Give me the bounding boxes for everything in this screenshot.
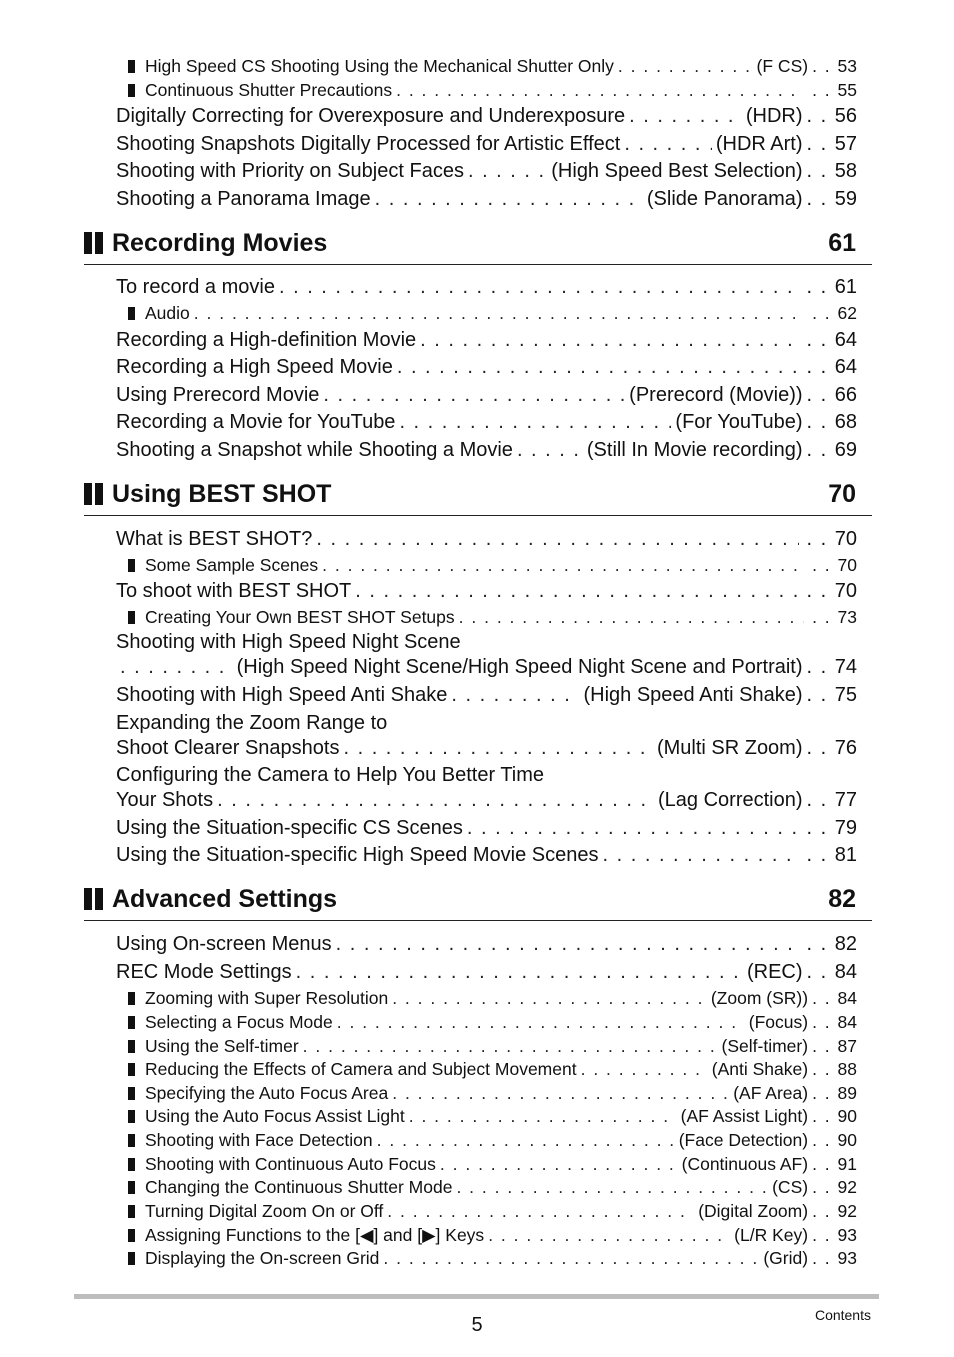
toc-subentry[interactable] (128, 1082, 857, 1104)
section-marker-icon (84, 888, 104, 910)
entry-tag: (High Speed Night Scene/High Speed Night Scene and Portrait) (236, 656, 803, 678)
toc-subentry[interactable] (128, 1011, 857, 1033)
entry-page-number: . . 81 (807, 843, 857, 867)
entry-page-number: . . 70 (807, 527, 857, 551)
entry-page-number: . . 61 (807, 275, 857, 299)
toc-entry[interactable] (116, 438, 857, 462)
toc-subentry[interactable] (128, 79, 857, 101)
entry-tag: (HDR Art) (715, 133, 803, 155)
entry-tag: (High Speed Anti Shake) (583, 684, 803, 706)
entry-tag: (Lag Correction) (658, 789, 803, 811)
section-rule (84, 264, 872, 265)
dot-leader (303, 1035, 718, 1057)
entry-tag: (For YouTube) (675, 411, 803, 433)
section-page-number: 70 (828, 480, 856, 508)
toc-subentry[interactable] (128, 987, 857, 1009)
entry-title: Audio (145, 303, 190, 323)
entry-page-number: . . 70 (807, 579, 857, 603)
toc-subentry[interactable] (128, 1035, 857, 1057)
dot-leader (602, 843, 798, 867)
dot-leader (517, 438, 583, 462)
bullet-icon (128, 1252, 135, 1265)
dot-leader (488, 1224, 730, 1246)
dot-leader (397, 355, 799, 379)
entry-tag: (Slide Panorama) (646, 188, 803, 210)
entry-page-number: . . 75 (807, 683, 857, 707)
dot-leader (629, 104, 742, 128)
entry-page-number: . . 90 (812, 1129, 857, 1151)
entry-page-number: . . 84 (812, 987, 857, 1009)
entry-title: Using On-screen Menus (116, 933, 332, 955)
entry-title: Displaying the On-screen Grid (145, 1248, 380, 1268)
toc-entry[interactable] (116, 383, 857, 407)
entry-page-number: . . 69 (807, 438, 857, 462)
entry-title: Recording a High-definition Movie (116, 329, 417, 351)
toc-subentry[interactable] (128, 55, 857, 77)
entry-tag: (Zoom (SR)) (710, 988, 809, 1008)
entry-page-number: . . 90 (812, 1105, 857, 1127)
toc-subentry[interactable] (128, 1176, 857, 1198)
section-title: Advanced Settings (112, 885, 338, 913)
entry-tag: (CS) (772, 1177, 809, 1197)
entry-page-number: . . 77 (807, 788, 857, 812)
toc-entry[interactable] (116, 355, 857, 379)
entry-tag: (AF Assist Light) (680, 1106, 809, 1126)
dot-leader (375, 187, 643, 211)
entry-title: Reducing the Effects of Camera and Subject Movement (145, 1059, 577, 1079)
section-marker-icon (84, 232, 104, 254)
section-heading[interactable] (84, 882, 856, 916)
toc-subentry[interactable] (128, 1058, 857, 1080)
entry-title: Changing the Continuous Shutter Mode (145, 1177, 453, 1197)
bullet-icon (128, 1205, 135, 1218)
page-number: 5 (471, 1314, 483, 1336)
toc-subentry[interactable] (128, 1247, 857, 1269)
entry-tag: (Continuous AF) (681, 1154, 809, 1174)
bullet-icon (128, 1016, 135, 1029)
bullet-icon (128, 1063, 135, 1076)
dot-leader (120, 655, 233, 679)
toc-subentry[interactable] (128, 1105, 857, 1127)
toc-entry[interactable] (116, 736, 857, 760)
entry-title-line[interactable]: Shooting with High Speed Night Scene (116, 631, 461, 653)
dot-leader (581, 1058, 708, 1080)
entry-title: Zooming with Super Resolution (145, 988, 389, 1008)
dot-leader (336, 932, 799, 956)
entry-title: Specifying the Auto Focus Area (145, 1083, 389, 1103)
dot-leader (383, 1247, 759, 1269)
entry-title: Digitally Correcting for Overexposure and Underexposure (116, 105, 626, 127)
dot-leader (392, 1082, 729, 1104)
footer-rule (74, 1294, 879, 1299)
toc-entry[interactable] (116, 579, 857, 603)
entry-title: To shoot with BEST SHOT (116, 580, 352, 602)
entry-page-number: . . 70 (812, 554, 857, 576)
toc-entry[interactable] (116, 788, 857, 812)
entry-title: Continuous Shutter Precautions (145, 80, 393, 100)
entry-title: Shoot Clearer Snapshots (116, 737, 340, 759)
entry-page-number: . . 53 (812, 55, 857, 77)
dot-leader (316, 527, 798, 551)
dot-leader (459, 606, 804, 628)
bullet-icon (128, 60, 135, 73)
section-title: Recording Movies (112, 229, 328, 257)
entry-tag: (Face Detection) (678, 1130, 809, 1150)
entry-title: Shooting with Priority on Subject Faces (116, 160, 464, 182)
entry-page-number: . . 79 (807, 816, 857, 840)
entry-title: Shooting Snapshots Digitally Processed for Artistic Effect (116, 133, 621, 155)
toc-entry[interactable] (116, 187, 857, 211)
dot-leader (296, 960, 743, 984)
entry-page-number: . . 88 (812, 1058, 857, 1080)
entry-title: Shooting with Continuous Auto Focus (145, 1154, 436, 1174)
bullet-icon (128, 307, 135, 320)
dot-leader (451, 683, 579, 707)
entry-title: Shooting with High Speed Anti Shake (116, 684, 448, 706)
toc-subentry[interactable] (128, 1129, 857, 1151)
entry-title: Shooting with Face Detection (145, 1130, 373, 1150)
toc-entry[interactable] (116, 843, 857, 867)
dot-leader (194, 302, 804, 324)
dot-leader (392, 987, 707, 1009)
entry-page-number: . . 89 (812, 1082, 857, 1104)
entry-title: Shooting a Panorama Image (116, 188, 371, 210)
dot-leader (420, 328, 798, 352)
toc-subentry[interactable] (128, 606, 857, 628)
entry-title: Your Shots (116, 789, 214, 811)
section-title: Using BEST SHOT (112, 480, 332, 508)
toc-entry[interactable] (116, 132, 857, 156)
section-page-number: 61 (828, 229, 856, 257)
entry-page-number: . . 93 (812, 1247, 857, 1269)
entry-title: Turning Digital Zoom On or Off (145, 1201, 384, 1221)
entry-title: Using the Situation-specific CS Scenes (116, 817, 463, 839)
entry-page-number: . . 56 (807, 104, 857, 128)
footer-section-label: Contents (814, 1307, 871, 1323)
dot-leader (618, 55, 753, 77)
bullet-icon (128, 1110, 135, 1123)
entry-page-number: . . 84 (807, 960, 857, 984)
bullet-icon (128, 1134, 135, 1147)
entry-title: Recording a High Speed Movie (116, 356, 393, 378)
dot-leader (355, 579, 798, 603)
bullet-icon (128, 992, 135, 1005)
bullet-icon (128, 611, 135, 624)
entry-page-number: . . 87 (812, 1035, 857, 1057)
entry-tag: (Multi SR Zoom) (656, 737, 803, 759)
entry-title: Assigning Functions to the [◀] and [▶] Keys (145, 1225, 485, 1245)
entry-page-number: . . 55 (812, 79, 857, 101)
entry-tag: (Self-timer) (721, 1036, 809, 1056)
entry-title: What is BEST SHOT? (116, 528, 313, 550)
entry-title: Selecting a Focus Mode (145, 1012, 333, 1032)
entry-tag: (F CS) (756, 56, 809, 76)
section-rule (84, 920, 872, 921)
entry-tag: (HDR) (745, 105, 803, 127)
entry-tag: (REC) (746, 961, 803, 983)
entry-title: Shooting a Snapshot while Shooting a Movie (116, 439, 513, 461)
toc-entry[interactable] (116, 159, 857, 183)
dot-leader (624, 132, 712, 156)
entry-title: High Speed CS Shooting Using the Mechanical Shutter Only (145, 56, 614, 76)
dot-leader (396, 79, 804, 101)
entry-tag: (L/R Key) (734, 1225, 809, 1245)
entry-page-number: . . 84 (812, 1011, 857, 1033)
entry-title: Creating Your Own BEST SHOT Setups (145, 607, 455, 627)
section-page-number: 82 (828, 885, 856, 913)
entry-title: REC Mode Settings (116, 961, 292, 983)
entry-page-number: . . 93 (812, 1224, 857, 1246)
bullet-icon (128, 1158, 135, 1171)
section-heading[interactable] (84, 477, 856, 511)
entry-tag: (Anti Shake) (711, 1059, 809, 1079)
entry-page-number: . . 58 (807, 159, 857, 183)
entry-page-number: . . 68 (807, 410, 857, 434)
toc-subentry[interactable] (128, 1200, 857, 1222)
entry-page-number: . . 66 (807, 383, 857, 407)
entry-page-number: . . 82 (807, 932, 857, 956)
section-marker-icon (84, 483, 104, 505)
section-rule (84, 515, 872, 516)
bullet-icon (128, 559, 135, 572)
entry-title: Recording a Movie for YouTube (116, 411, 396, 433)
dot-leader (337, 1011, 745, 1033)
entry-title: Using the Auto Focus Assist Light (145, 1106, 405, 1126)
dot-leader (279, 275, 799, 299)
bullet-icon (128, 1181, 135, 1194)
dot-leader (399, 410, 671, 434)
toc-entry[interactable] (116, 328, 857, 352)
entry-title: Using the Self-timer (145, 1036, 299, 1056)
entry-page-number: . . 92 (812, 1176, 857, 1198)
entry-page-number: . . 91 (812, 1153, 857, 1175)
dot-leader (468, 159, 547, 183)
dot-leader (456, 1176, 768, 1198)
bullet-icon (128, 1087, 135, 1100)
dot-leader (323, 383, 625, 407)
entry-title: Some Sample Scenes (145, 555, 319, 575)
entry-page-number: . . 64 (807, 355, 857, 379)
toc-subentry[interactable] (128, 1153, 857, 1175)
entry-title-line[interactable]: Expanding the Zoom Range to (116, 712, 388, 734)
entry-title: Using the Situation-specific High Speed Movie Scenes (116, 844, 599, 866)
dot-leader (377, 1129, 675, 1151)
toc-entry[interactable] (116, 816, 857, 840)
dot-leader (467, 816, 799, 840)
toc-entry[interactable] (116, 960, 857, 984)
toc-subentry[interactable] (128, 1224, 857, 1246)
entry-tag: (Digital Zoom) (698, 1201, 809, 1221)
entry-page-number: . . 73 (812, 606, 857, 628)
bullet-icon (128, 1040, 135, 1053)
toc-entry[interactable] (116, 410, 857, 434)
toc-entry[interactable] (116, 527, 857, 551)
dot-leader (217, 788, 654, 812)
dot-leader (343, 736, 652, 760)
dot-leader (440, 1153, 678, 1175)
entry-tag: (Still In Movie recording) (586, 439, 803, 461)
entry-title: To record a movie (116, 276, 275, 298)
entry-page-number: . . 57 (807, 132, 857, 156)
entry-page-number: . . 62 (812, 302, 857, 324)
entry-tag: (Grid) (763, 1248, 809, 1268)
section-heading[interactable] (84, 226, 856, 260)
toc-entry[interactable] (116, 683, 857, 707)
toc-subentry[interactable] (128, 554, 857, 576)
entry-title-line[interactable]: Configuring the Camera to Help You Better Time (116, 764, 545, 786)
entry-page-number: . . 76 (807, 736, 857, 760)
entry-tag: (High Speed Best Selection) (551, 160, 803, 182)
toc-entry[interactable] (116, 932, 857, 956)
toc-subentry[interactable] (128, 302, 857, 324)
entry-tag: (Prerecord (Movie)) (629, 384, 803, 406)
bullet-icon (128, 84, 135, 97)
dot-leader (409, 1105, 677, 1127)
toc-entry[interactable] (116, 275, 857, 299)
dot-leader (387, 1200, 694, 1222)
entry-title: Using Prerecord Movie (116, 384, 320, 406)
dot-leader (322, 554, 804, 576)
toc-entry[interactable] (116, 104, 857, 128)
bullet-icon (128, 1229, 135, 1242)
entry-tag: (Focus) (748, 1012, 809, 1032)
entry-page-number: . . 92 (812, 1200, 857, 1222)
entry-page-number: . . 59 (807, 187, 857, 211)
entry-tag: (AF Area) (733, 1083, 809, 1103)
entry-page-number: . . 64 (807, 328, 857, 352)
entry-page-number: . . 74 (807, 655, 857, 679)
toc-entry[interactable] (116, 655, 857, 679)
